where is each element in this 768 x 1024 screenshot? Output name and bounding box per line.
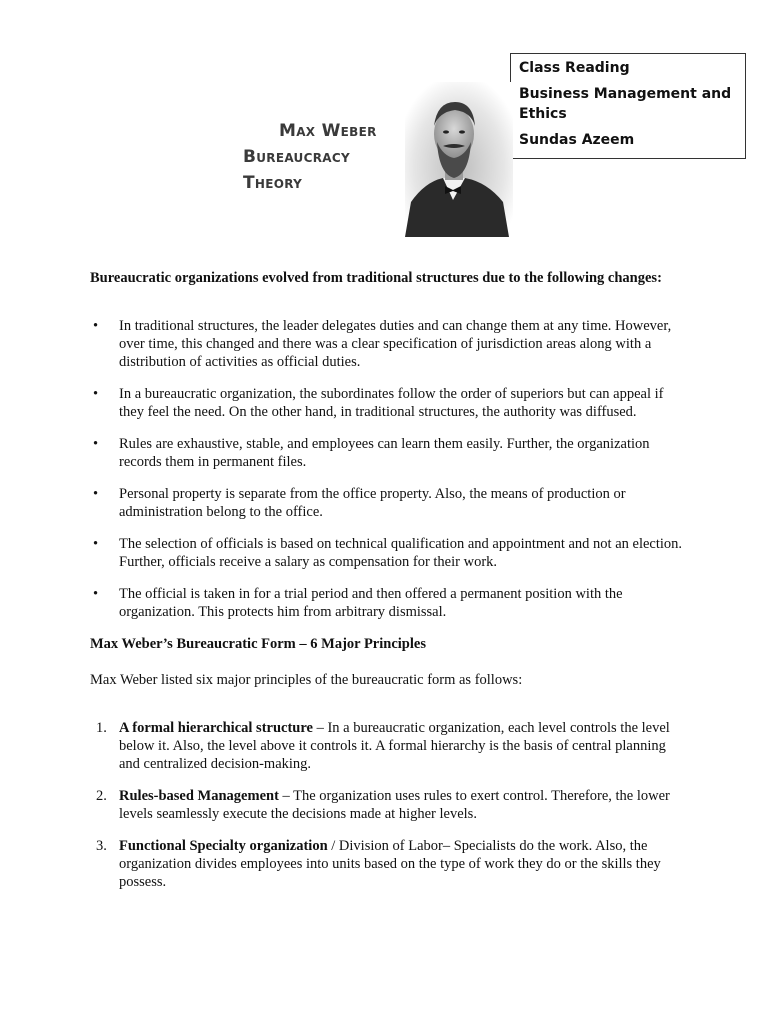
class-info-box: [510, 53, 746, 159]
title-line-1: Max Weber: [279, 121, 377, 141]
principle-title: Functional Specialty organization: [119, 838, 328, 854]
principles-intro: Max Weber listed six major principles of the bureaucratic form as follows:: [90, 672, 523, 688]
bullet-mark: •: [93, 318, 99, 334]
changes-bullet-list: [90, 317, 690, 635]
principle-text: / Division of Labor– Specialists do the work. Also, the organization divides employees into units based on the type of work they do or the skills they possess.: [119, 838, 661, 890]
list-number: 2.: [96, 788, 107, 804]
list-item: [90, 787, 690, 823]
principle-text: – The organization uses rules to exert control. Therefore, the lower levels seamlessly execute the decisions made at higher levels.: [119, 788, 670, 822]
principles-list: [90, 719, 690, 905]
principle-title: Rules-based Management: [119, 788, 279, 804]
bullet-mark: •: [93, 386, 99, 402]
bullet-mark: •: [93, 486, 99, 502]
list-item: [90, 837, 690, 891]
list-number: 1.: [96, 720, 107, 736]
principles-heading: Max Weber’s Bureaucratic Form – 6 Major Principles: [90, 636, 426, 652]
course-name: Business Management and Ethics: [519, 86, 732, 122]
author-name: Sundas Azeem: [519, 132, 635, 148]
list-item: [90, 317, 690, 371]
list-item: [90, 385, 690, 421]
list-item: [90, 435, 690, 471]
list-item: [90, 585, 690, 621]
list-item: [90, 485, 690, 521]
list-item-text: The official is taken in for a trial period and then offered a permanent position with the organization. This protects him from arbitrary dismissal.: [119, 586, 623, 620]
bullet-mark: •: [93, 436, 99, 452]
bullet-mark: •: [93, 586, 99, 602]
principle-text: – In a bureaucratic organization, each level controls the level below it. Also, the level above it controls it. A formal hierarchy is the basis of central planning and centralized decision-making.: [119, 720, 670, 772]
title-line-2: Bureaucracy Theory: [243, 147, 350, 193]
portrait-image: [395, 82, 513, 237]
principle-title: A formal hierarchical structure: [119, 720, 313, 736]
list-number: 3.: [96, 838, 107, 854]
list-item: [90, 535, 690, 571]
list-item-text: The selection of officials is based on technical qualification and appointment and not an election. Further, officials receive a salary as compensation for their work.: [119, 536, 683, 570]
document-title: [243, 118, 413, 196]
list-item-text: In a bureaucratic organization, the subordinates follow the order of superiors but can appeal if they feel the need. On the other hand, in traditional structures, the authority was diffused.: [119, 386, 664, 420]
list-item-text: In traditional structures, the leader delegates duties and can change them at any time. However, over time, this changed and there was a clear specification of jurisdiction areas along with a distribution of activities as official duties.: [119, 318, 672, 370]
list-item-text: Rules are exhaustive, stable, and employees can learn them easily. Further, the organization records them in permanent files.: [119, 436, 650, 470]
list-item: [90, 719, 690, 773]
list-item-text: Personal property is separate from the office property. Also, the means of production or administration belong to the office.: [119, 486, 626, 520]
bullet-mark: •: [93, 536, 99, 552]
class-reading-label: Class Reading: [519, 60, 630, 76]
intro-heading: Bureaucratic organizations evolved from traditional structures due to the following changes:: [90, 270, 662, 286]
